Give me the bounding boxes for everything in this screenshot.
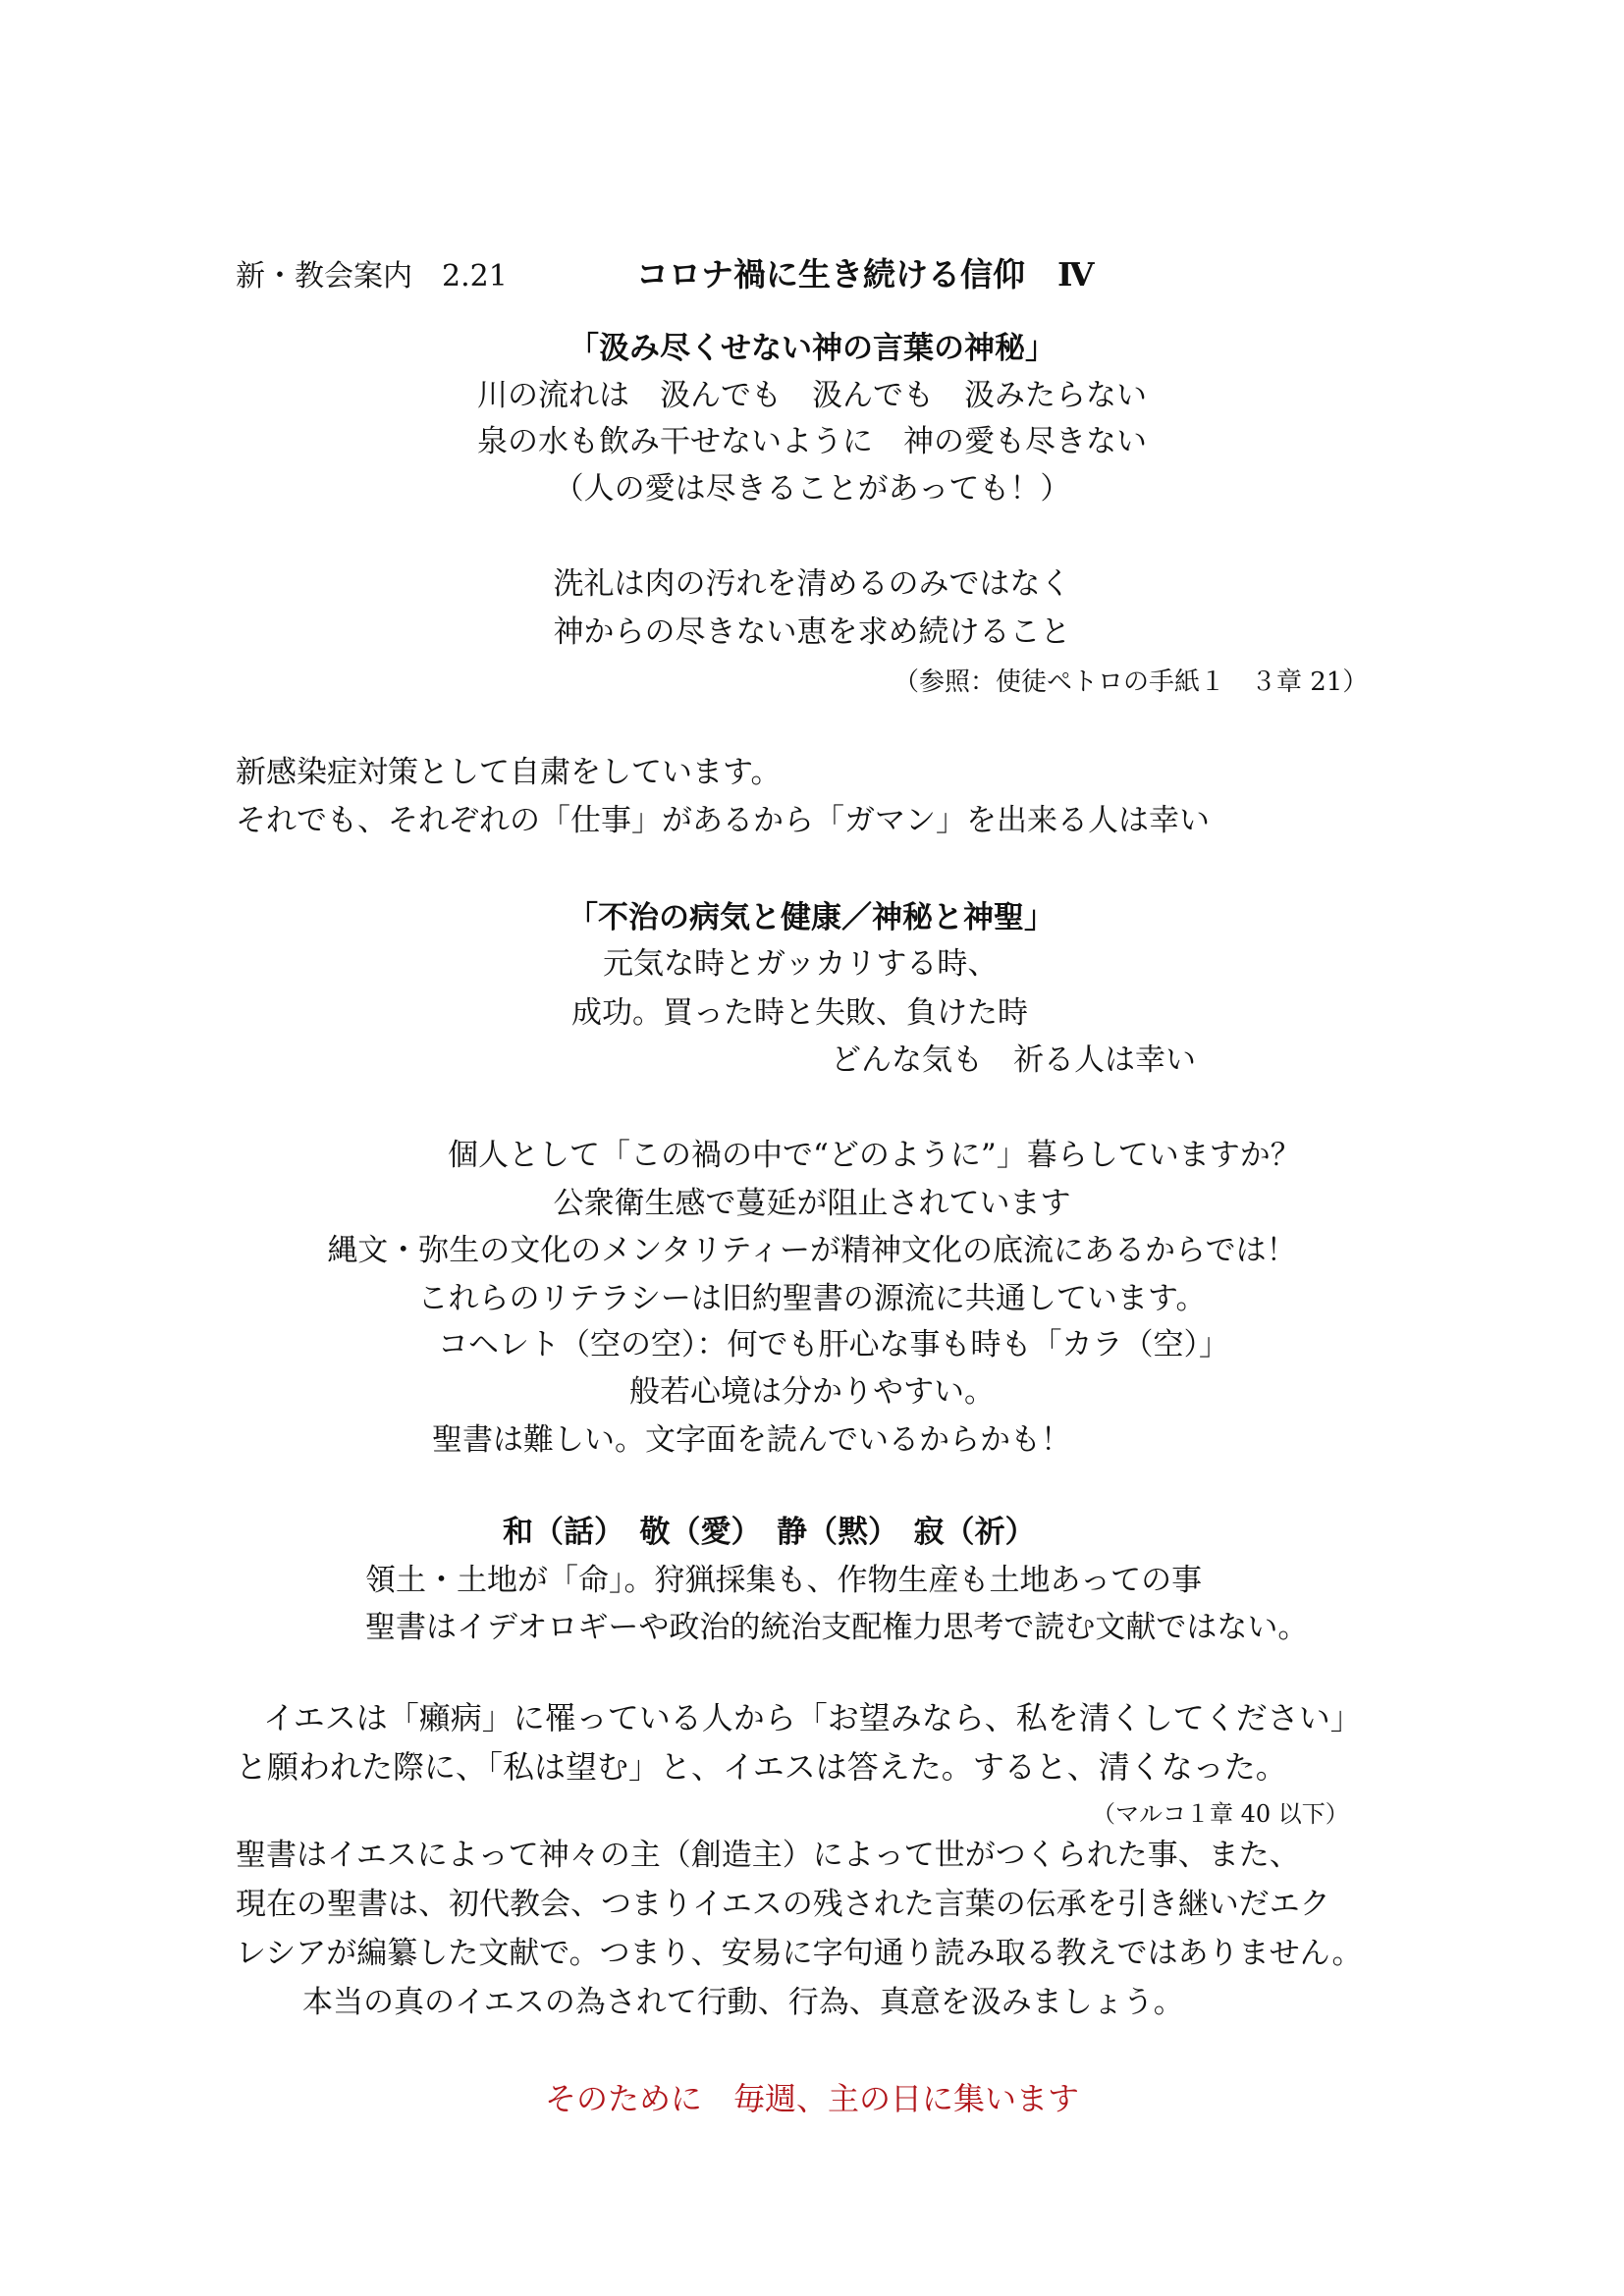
section3-line: それでも、それぞれの「仕事」があるから「ガマン」を出来る人は幸い — [236, 803, 1210, 838]
section4-heading: 「不治の病気と健康／神秘と神聖」 — [568, 900, 1055, 935]
section3-line: 新感染症対策として自粛をしています。 — [236, 755, 782, 790]
section1-heading: 「汲み尽くせない神の言葉の神秘」 — [568, 331, 1056, 366]
section5-line: 公衆衛生感で蔓延が阻止されています — [553, 1186, 1071, 1221]
section4-line: 成功。買った時と失敗、負けた時 — [571, 995, 1028, 1031]
section2-line: 神からの尽きない恵を求め続けること — [553, 614, 1071, 650]
section5-line: これらのリテラシーは旧約聖書の源流に共通しています。 — [417, 1281, 1207, 1316]
section6-line: 聖書はイデオロギーや政治的統治支配権力思考で読む文献ではない。 — [365, 1610, 1309, 1645]
section5-line: コヘレト（空の空）：何でも肝心な事も時も「カラ（空）」 — [438, 1327, 1229, 1362]
section5-line: 聖書は難しい。文字面を読んでいるからかも！ — [432, 1422, 1071, 1458]
section6-line: 領土・土地が「命」。狩猟採集も、作物生産も土地あっての事 — [365, 1563, 1203, 1598]
section8-line: 本当の真のイエスの為されて行動、行為、真意を汲みましょう。 — [302, 1985, 1184, 2020]
section5-line: 般若心境は分かりやすい。 — [629, 1374, 995, 1410]
section2-reference: （参照：使徒ペトロの手紙１ ３章 21） — [893, 667, 1369, 697]
closing-line: そのために 毎週、主の日に集います — [544, 2080, 1079, 2117]
section4-line: 元気な時とガッカリする時、 — [603, 946, 999, 982]
section6-heading: 和（話） 敬（愛） 静（黙） 寂（祈） — [503, 1515, 1036, 1550]
section1-line: 泉の水も飲み干せないように 神の愛も尽きない — [477, 424, 1147, 459]
section7-reference: （マルコ１章 40 以下） — [1092, 1800, 1349, 1828]
section8-line: レシアが編纂した文献で。つまり、安易に字句通り読み取る教えではありません。 — [236, 1936, 1363, 1971]
section5-line: 個人として「この禍の中で“どのように”」暮らしていますか？ — [448, 1138, 1301, 1173]
section4-line: どんな気も 祈る人は幸い — [831, 1042, 1196, 1078]
header-label: 新・教会案内 2.21 — [236, 259, 508, 294]
section7-line: と願われた際に、「私は望む」と、イエスは答えた。すると、清くなった。 — [236, 1748, 1287, 1786]
section8-line: 聖書はイエスによって神々の主（創造主）によって世がつくられた事、また、 — [236, 1838, 1300, 1873]
section8-line: 現在の聖書は、初代教会、つまりイエスの残された言葉の伝承を引き継いだエク — [236, 1887, 1330, 1922]
section1-line: 川の流れは 汲んでも 汲んでも 汲みたらない — [477, 378, 1147, 413]
page-title: コロナ禍に生き続ける信仰 Ⅳ — [636, 255, 1095, 294]
section7-line: イエスは「癩病」に罹っている人から「お望みなら、私を清くしてください」 — [263, 1699, 1362, 1736]
section5-line: 縄文・弥生の文化のメンタリティーが精神文化の底流にあるからでは！ — [327, 1233, 1297, 1268]
section2-line: 洗礼は肉の汚れを清めるのみではなく — [553, 566, 1071, 602]
section1-line: （人の愛は尽きることがあっても！） — [553, 471, 1071, 507]
